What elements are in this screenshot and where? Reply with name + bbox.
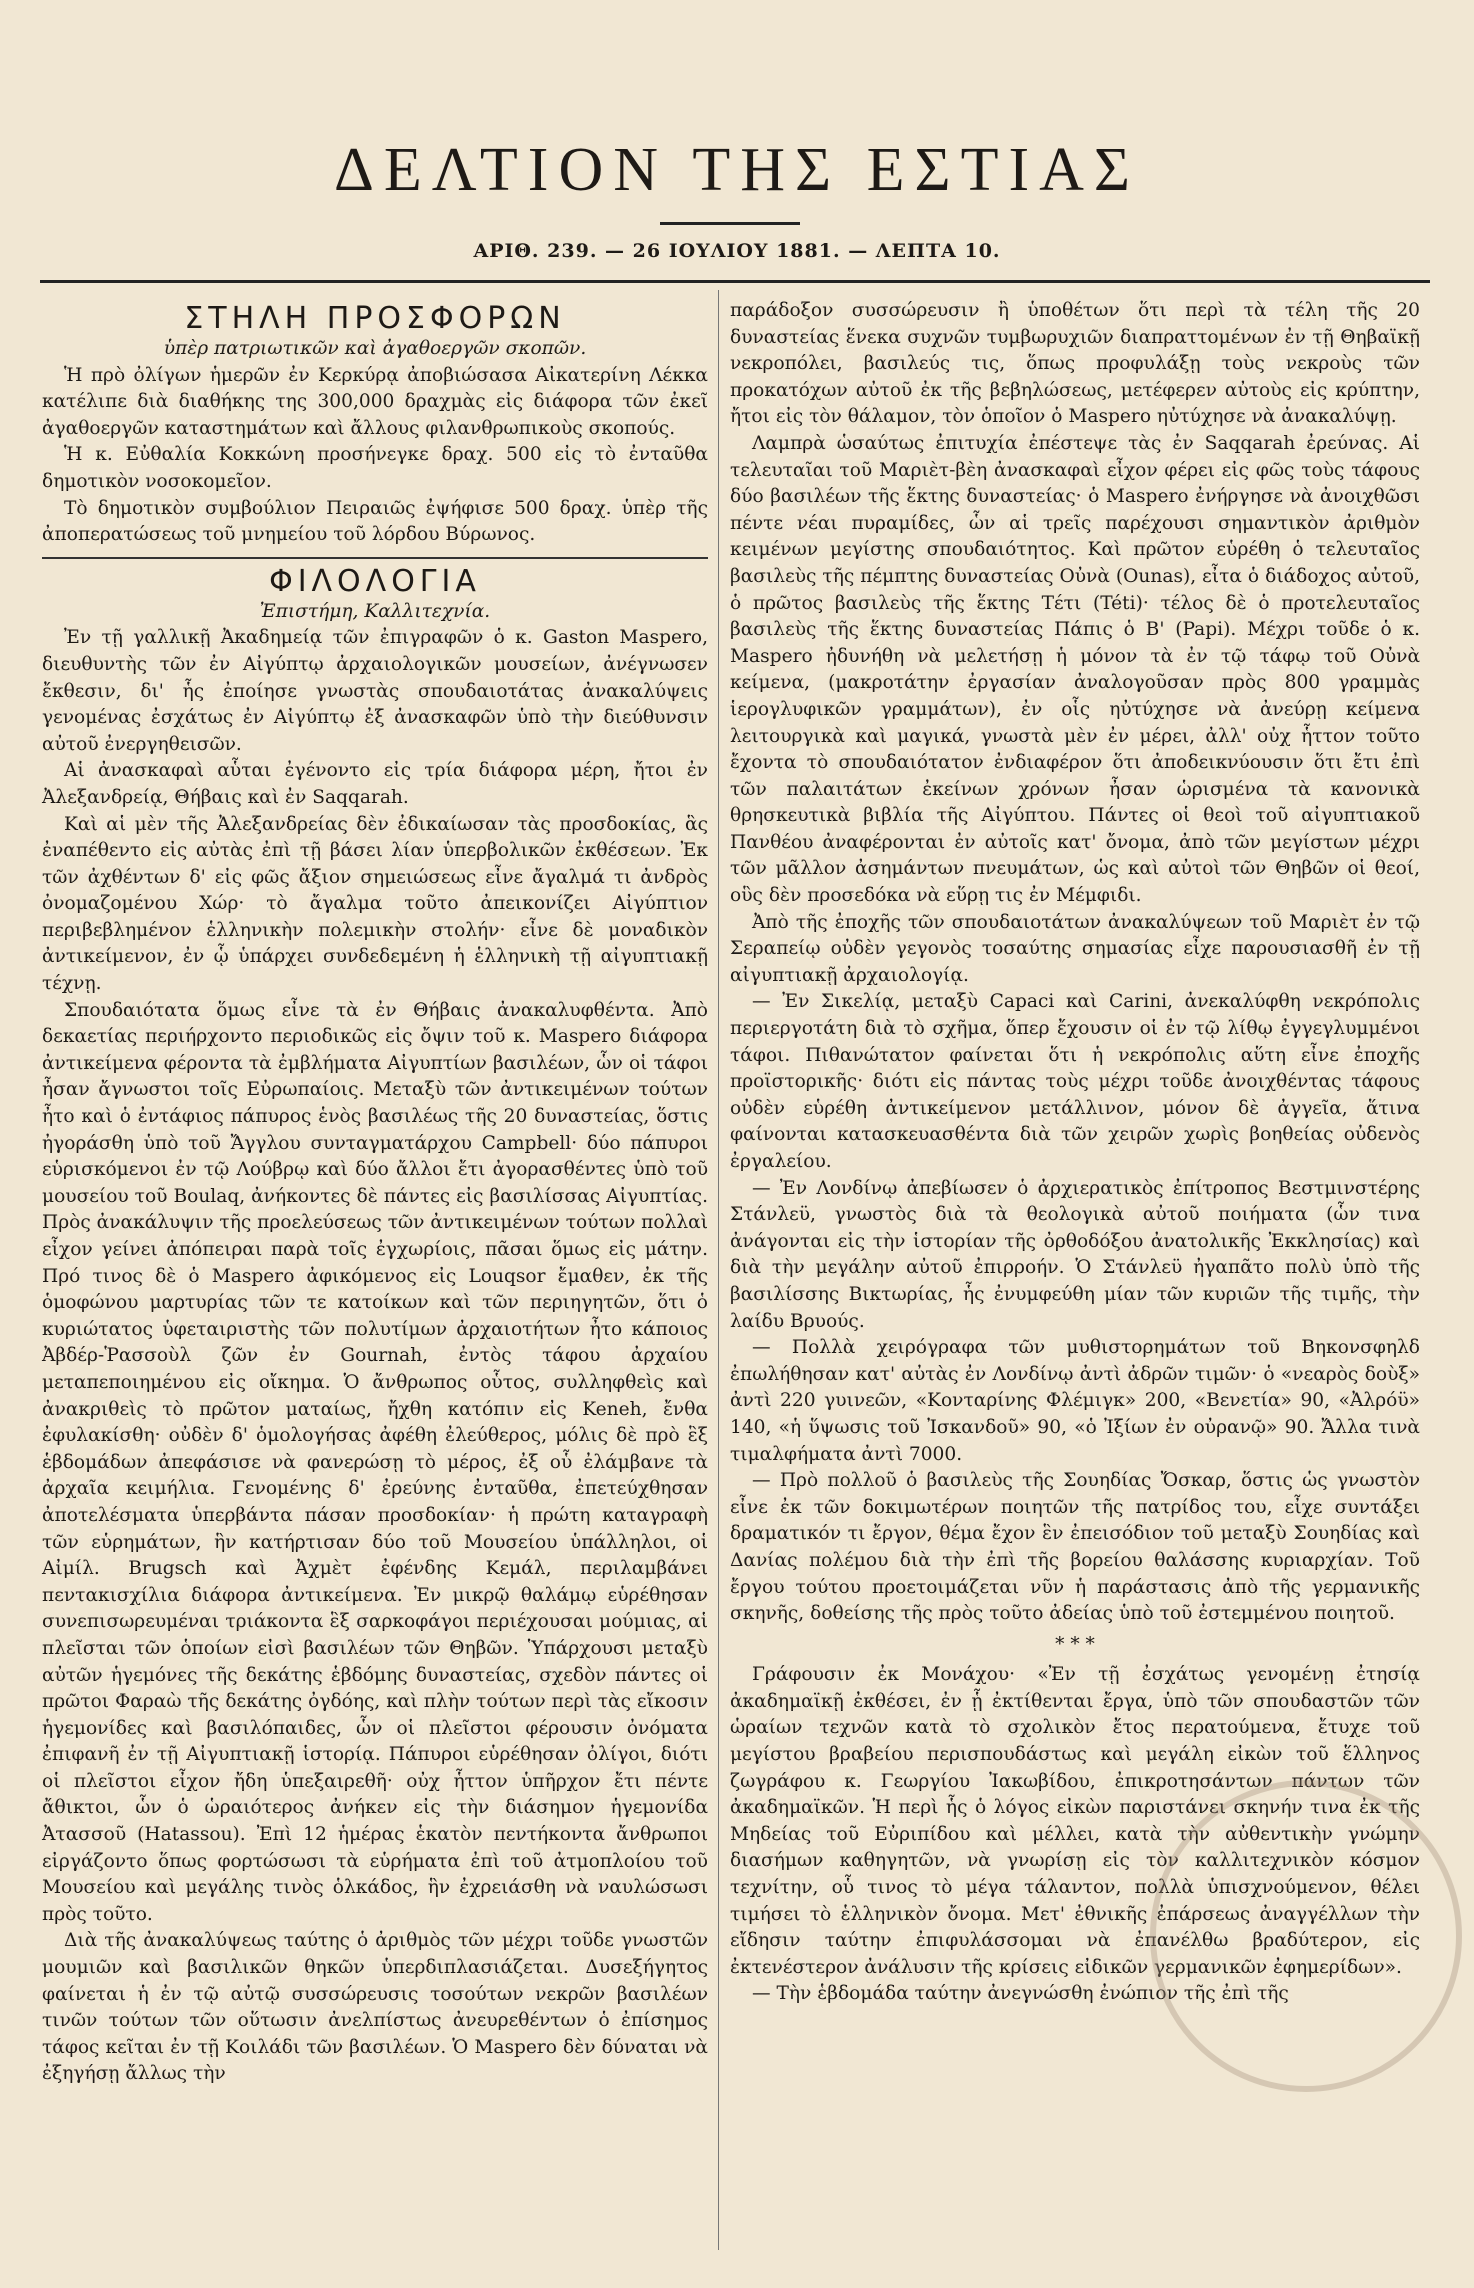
- article-paragraph: — Ἐν Σικελίᾳ, μεταξὺ Capaci καὶ Carini, ἀνεκαλύφθη νεκρόπολις περιεργοτάτη διὰ τὸ σχῆμα, ὅπερ ἔχουσιν οἱ ἐν τῷ λίθῳ ἐγγεγλυμμένοι τάφοι. Πιθανώτατον φαίνεται ὅτι ἡ νεκρόπολις αὕτη εἶνε ἐποχῆς προϊστορικῆς· διότι εἰς πάντας τοὺς μέχρι τοῦδε ἀνοιχθέντας τάφους οὐδὲν εὑρέθη ἀντικείμενον μετάλλινον, μόνον δὲ ἀγγεῖα, ἅτινα φαίνονται κατασκευασθέντα διὰ τῶν χειρῶν χωρὶς βοηθείας οὐδενὸς ἐργαλείου.: [730, 991, 1420, 1172]
- philology-subheading: Ἐπιστήμη, Καλλιτεχνία.: [259, 600, 491, 622]
- article-paragraph: Γράφουσιν ἐκ Μονάχου· «Ἐν τῇ ἐσχάτως γενομένῃ ἐτησίᾳ ἀκαδημαϊκῇ ἐκθέσει, ἐν ᾗ ἐκτίθενται ἔργα, ὑπὸ τῶν σπουδαστῶν τῶν ὡραίων τεχνῶν κατὰ τὸ σχολικὸν ἔτος περατούμενα, ἔτυχε τοῦ μεγίστου βραβείου περισπουδάστως καὶ μεγάλη εἰκὼν τοῦ ἕλληνος ζωγράφου κ. Γεωργίου Ἰακωβίδου, ἐπικροτησάντων πάντων τῶν ἀκαδημαϊκῶν. Ἡ περὶ ἧς ὁ λόγος εἰκὼν παριστάνει σκηνήν τινα ἐκ τῆς Μηδείας τοῦ Εὐριπίδου καὶ μέλλει, κατὰ τὴν αὐθεντικὴν γνώμην διασήμων καθηγητῶν, νὰ γνωρίσῃ εἰς τὸν καλλιτεχνικὸν κόσμον τεχνίτην, οὗ τινος τὸ μέγα τάλαντον, πολλὰ ὑπισχνούμενον, θέλει τιμήσει τὸ ἑλληνικὸν ὄνομα. Μετ' ἐθνικῆς ἐπάρσεως ἀναγγέλλων τὴν εἴδησιν ταύτην ἐπιφυλάσσομαι νὰ ἐπανέλθω βραδύτερον, εἰς ἐκτενέστερον ἀνάλυσιν τῆς κρίσεις εἰδικῶν γερμανικῶν ἐφημερίδων».: [730, 1664, 1420, 1978]
- article-paragraph: παράδοξον συσσώρευσιν ἢ ὑποθέτων ὅτι περὶ τὰ τέλη τῆς 20 δυναστείας ἕνεκα συχνῶν τυμβωρυχιῶν διαπραττομένων ἐν τῇ Θηβαϊκῇ νεκροπόλει, βασιλεύς τις, ὅπως προφυλάξῃ τοὺς νεκροὺς τῶν προκατόχων αὐτοῦ ἐκ τῆς βεβηλώσεως, μετέφερεν αὐτοὺς εἰς κρύπτην, ἤτοι εἰς τὸν θάλαμον, τὸν ὁποῖον ὁ Maspero ηὐτύχησε νὰ ἀνακαλύψῃ.: [730, 300, 1420, 428]
- article-paragraph: — Πολλὰ χειρόγραφα τῶν μυθιστορημάτων τοῦ Βηκονσφηλδ ἐπωλήθησαν κατ' αὐτὰς ἐν Λονδίνῳ ἀντὶ ἀδρῶν τιμῶν· ὁ «νεαρὸς δοὺξ» ἀντὶ 220 γυινεῶν, «Κονταρίνης Φλέμιγκ» 200, «Βενετία» 90, «Ἀλρόϋ» 140, «ἡ ὕψωσις τοῦ Ἰσκανδοῦ» 90, «ὁ Ἰξίων ἐν οὐρανῷ» 90. Ἄλλα τινὰ τιμαλφήματα ἀντὶ 7000.: [730, 1337, 1420, 1465]
- asterism: * * *: [1055, 1633, 1095, 1655]
- article-paragraph: Διὰ τῆς ἀνακαλύψεως ταύτης ὁ ἀριθμὸς τῶν μέχρι τοῦδε γνωστῶν μουμιῶν καὶ βασιλικῶν θηκῶν ὑπερδιπλασιάζεται. Δυσεξήγητος φαίνεται ἡ ἐν τῷ αὐτῷ συσσώρευσις τοσούτων νεκρῶν βασιλέων τινῶν τούτων τῶν οὕτωσιν ἀνελπίστως ἀνευρεθέντων ὁ ἐπίσημος τάφος κεῖται ἐν τῇ Κοιλάδι τῶν βασιλέων. Ὁ Maspero δὲν δύναται νὰ ἐξηγήσῃ ἄλλως τὴν: [42, 1930, 708, 2085]
- column-divider: [718, 290, 719, 2250]
- article-paragraph: Αἱ ἀνασκαφαὶ αὗται ἐγένοντο εἰς τρία διάφορα μέρη, ἤτοι ἐν Ἀλεξανδρείᾳ, Θήβαις καὶ ἐν Saqqarah.: [42, 760, 708, 808]
- offers-paragraph: Ἡ πρὸ ὀλίγων ἡμερῶν ἐν Κερκύρᾳ ἀποβιώσασα Αἰκατερίνη Λέκκα κατέλιπε διὰ διαθήκης της 300,000 δραχμὰς εἰς διάφορα τῶν ἐκεῖ ἀγαθοεργῶν καταστημάτων καὶ ἄλλους φιλανθρωπικοὺς σκοπούς.: [42, 364, 708, 439]
- offers-heading: ΣΤΗΛΗ ΠΡΟΣΦΟΡΩΝ: [184, 301, 566, 336]
- article-paragraph: Ἐν τῇ γαλλικῇ Ἀκαδημείᾳ τῶν ἐπιγραφῶν ὁ κ. Gaston Maspero, διευθυντὴς τῶν ἐν Αἰγύπτῳ ἀρχαιολογικῶν μουσείων, ἀνέγνωσεν ἔκθεσιν, δι' ἧς ἐποίησε γνωστὰς σπουδαιοτάτας ἀνακαλύψεις γενομένας ἐσχάτως ἐν Αἰγύπτῳ ἐξ ἀνασκαφῶν ὑπὸ τὴν διεύθυνσιν αὐτοῦ ἐνεργηθεισῶν.: [42, 627, 708, 755]
- header-rule: [40, 280, 1430, 283]
- masthead-ornament-rule: [660, 222, 800, 225]
- article-paragraph: Λαμπρὰ ὡσαύτως ἐπιτυχία ἐπέστεψε τὰς ἐν Saqqarah ἐρεύνας. Αἱ τελευταῖαι τοῦ Μαριὲτ-βὲη ἀνασκαφαὶ εἶχον φέρει εἰς φῶς τοὺς τάφους δύο βασιλέων τῆς ἕκτης δυναστείας· ὁ Maspero ἐνήργησε νὰ ἀνοιχθῶσι πέντε νέαι πυραμίδες, ὧν αἱ τρεῖς παρέχουσι σημαντικὸν ἀριθμὸν κειμένων μεγίστης σπουδαιότητος. Καὶ πρῶτον εὑρέθη ὁ τελευταῖος βασιλεὺς τῆς πέμπτης δυναστείας Οὐνὰ (Ounas), εἶτα ὁ διάδοχος αὐτοῦ, ὁ πρῶτος βασιλεὺς τῆς ἕκτης Τέτι (Téti)· τέλος δὲ ὁ προτελευταῖος βασιλεὺς τῆς ἕκτης δυναστείας Πάπις ὁ Β' (Papi). Μέχρι τοῦδε ὁ κ. Maspero ἠδυνήθη νὰ μελετήσῃ ἡ μόνον τὰ ἐν τῷ τάφῳ τοῦ Οὐνὰ κείμενα, (μακροτάτην ἐργασίαν ἀναλογοῦσαν πρὸς 800 γραμμὰς ἱερογλυφικῶν γραμμάτων), ἐν οἷς ηὐτύχησε νὰ ἀνεύρῃ κείμενα λειτουργικὰ καὶ μαγικά, γνωστὰ μὲν ἐν μέρει, ἀλλ' οὐχ ἧττον τοῦτο ἔχοντα τὸ σπουδαιότατον ἐνδιαφέρον ὅτι ἀποδεικνύουσιν ὅτι ἔτι ἐπὶ τῶν παλαιτάτων ἐκείνων χρόνων ἦσαν ὡρισμένα τὰ κανονικὰ θρησκευτικὰ βιβλία τῆς Αἰγύπτου. Πάντες οἱ θεοὶ τοῦ αἰγυπτιακοῦ Πανθέου ἀναφέρονται ἐν αὐτοῖς κατ' ὄνομα, ἀπὸ τῶν μεγίστων μέχρι τῶν μᾶλλον ἀσημάντων πνευμάτων, ὡς καὶ αὐτοὶ τῶν Θηβῶν οἱ θεοί, οὓς δὲν προσεδόκα νὰ εὕρῃ τις ἐν Μέμφιδι.: [730, 432, 1420, 907]
- left-column: [42, 298, 708, 2088]
- article-paragraph: Καὶ αἱ μὲν τῆς Ἀλεξανδρείας δὲν ἐδικαίωσαν τὰς προσδοκίας, ἃς ἐναπέθεντο εἰς αὐτὰς ἐπὶ τῇ βάσει λίαν ὑπερβολικῶν ἐκθέσεων. Ἐκ τῶν ἀχθέντων δ' εἰς φῶς ἄξιον σημειώσεως εἶνε ἄγαλμά τι ἀνδρὸς ὀνομαζομένου Χώρ· τὸ ἄγαλμα τοῦτο ἀπεικονίζει Αἰγύπτιον περιβεβλημένον ἑλληνικὴν πολεμικὴν στολήν· εἶνε δὲ μοναδικὸν ἀντικείμενον, ἐν ᾧ ὑπάρχει συνδεδεμένη ἡ ἑλληνικὴ τῇ αἰγυπτιακῇ τέχνῃ.: [42, 813, 708, 995]
- article-paragraph: — Ἐν Λονδίνῳ ἀπεβίωσεν ὁ ἀρχιερατικὸς ἐπίτροπος Βεστμινστέρης Στάνλεϋ, γνωστὸς διὰ τὰ θεολογικὰ αὐτοῦ ποιήματα (ὧν τινα ἀνάγονται εἰς τὴν ἱστορίαν τῆς ὀρθοδόξου ἀνατολικῆς Ἐκκλησίας) καὶ διὰ τὴν μεγάλην αὐτοῦ ἐπιρροήν. Ὁ Στάνλεϋ ἠγαπᾶτο πολὺ ὑπὸ τῆς βασιλίσσης Βικτωρίας, ἧς ἐνυμφεύθη μίαν τῶν κυριῶν τῆς τιμῆς, τὴν λαίδυ Βρυούς.: [730, 1177, 1420, 1332]
- issue-line: ΑΡΙΘ. 239. — 26 ΙΟΥΛΙΟΥ 1881. — ΛΕΠΤΑ 10.: [473, 240, 1001, 262]
- right-column: [730, 298, 1420, 2008]
- article-paragraph: — Πρὸ πολλοῦ ὁ βασιλεὺς τῆς Σουηδίας Ὄσκαρ, ὅστις ὡς γνωστὸν εἶνε ἐκ τῶν δοκιμωτέρων ποιητῶν τῆς πατρίδος του, εἶχε συντάξει δραματικόν τι ἔργον, θέμα ἔχον ἓν ἐπεισόδιον τοῦ μεταξὺ Σουηδίας καὶ Δανίας πολέμου διὰ τὴν ἐπὶ τῆς βορείου θαλάσσης κυριαρχίαν. Τοῦ ἔργου τούτου προετοιμάζεται νῦν ἡ παράστασις ἀπὸ τῆς γερμανικῆς σκηνῆς, δοθείσης τῆς πρὸς τοῦτο ἀδείας ὑπὸ τοῦ ἐστεμμένου ποιητοῦ.: [730, 1470, 1420, 1625]
- offers-paragraph: Τὸ δημοτικὸν συμβούλιον Πειραιῶς ἐψήφισε 500 δραχ. ὑπὲρ τῆς ἀποπερατώσεως τοῦ μνημείου τοῦ λόρδου Βύρωνος.: [42, 497, 708, 546]
- article-paragraph: — Τὴν ἑβδομάδα ταύτην ἀνεγνώσθη ἐνώπιον τῆς ἐπὶ τῆς: [752, 1983, 1289, 2005]
- article-paragraph: Σπουδαιότατα ὅμως εἶνε τὰ ἐν Θήβαις ἀνακαλυφθέντα. Ἀπὸ δεκαετίας περιήρχοντο περιοδικῶς εἰς ὄψιν τοῦ κ. Maspero διάφορα ἀντικείμενα φέροντα τὰ ἐμβλήματα Αἰγυπτίων βασιλέων, ὧν οἱ τάφοι ἦσαν ἄγνωστοι τοῖς Εὐρωπαίοις. Μεταξὺ τῶν ἀντικειμένων τούτων ἦτο καὶ ὁ ἐντάφιος πάπυρος ἑνὸς βασιλέως τῆς 20 δυναστείας, ὅστις ἠγοράσθη ὑπὸ τοῦ Ἄγγλου συνταγματάρχου Campbell· δύο πάπυροι εὑρισκόμενοι ἐν τῷ Λούβρῳ καὶ δύο ἄλλοι ἔτι ἀγορασθέντες ὑπὸ τοῦ μουσείου τοῦ Boulaq, ἀνήκοντες δὲ πάντες εἰς βασιλίσσας Αἰγυπτίας. Πρὸς ἀνακάλυψιν τῆς προελεύσεως τῶν ἀντικειμένων τούτων πολλαὶ εἶχον γείνει ἀπόπειραι παρὰ τοῖς ἐγχωρίοις, πᾶσαι ὅμως εἰς μάτην. Πρό τινος δὲ ὁ Maspero ἀφικόμενος εἰς Louqsor ἔμαθεν, ἐκ τῆς ὁμοφώνου μαρτυρίας τῶν τε κατοίκων καὶ τῶν περιηγητῶν, ὅτι ὁ κυριώτατος ὑφεταιριστὴς τῶν πολυτίμων ἀρχαιοτήτων ἦτο κάποιος Ἀβδέρ-Ῥασσοὺλ ζῶν ἐν Gournah, ἐντὸς τάφου ἀρχαίου μεταπεποιημένου εἰς οἴκημα. Ὁ ἄνθρωπος οὗτος, συλληφθεὶς καὶ ἀνακριθεὶς τὸ πρῶτον ματαίως, ἤχθη κατόπιν εἰς Keneh, ἔνθα ἐφυλακίσθη· οὐδὲν δ' ὁμολογήσας ἀφέθη ἐλεύθερος, μόλις δὲ πρὸ ἓξ ἑβδομάδων ἀπεφάσισε νὰ φανερώσῃ τὸ μέρος, ἐξ οὗ ἐλάμβανε τὰ ἀρχαῖα κειμήλια. Γενομένης δ' ἐρεύνης ἐνταῦθα, ἐπετεύχθησαν ἀποτελέσματα ὑπερβάντα πάσαν προσδοκίαν· ἡ πρώτη καταγραφὴ τῶν εὑρημάτων, ἣν κατήρτισαν δύο τοῦ Μουσείου ὑπάλληλοι, οἱ Αἰμίλ. Brugsch καὶ Ἀχμὲτ ἐφένδης Κεμάλ, περιλαμβάνει πεντακισχίλια διάφορα ἀντικείμενα. Ἐν μικρῷ θαλάμῳ εὑρέθησαν συνεπισωρευμέναι τριάκοντα ἓξ σαρκοφάγοι περιέχουσαι μούμιας, αἱ πλεῖσται τῶν ὁποίων εἰσὶ βασιλέων τῶν Θηβῶν. Ὑπάρχουσι μεταξὺ αὐτῶν ἡγεμόνες τῆς δεκάτης ἑβδόμης δυναστείας, σχεδὸν πάντες οἱ πρῶτοι Φαραὼ τῆς δεκάτης ὀγδόης, καὶ πλὴν τούτων περὶ τὰς εἴκοσιν ἡγεμονίδες καὶ βασιλόπαιδες, ὧν οἱ πλεῖστοι φέρουσιν ὀνόματα ἐπιφανῆ ἐν τῇ Αἰγυπτιακῇ ἱστορίᾳ. Πάπυροι εὑρέθησαν ὀλίγοι, διότι οἱ πλεῖστοι εἶχον ἤδη ὑπεξαιρεθῆ· οὐχ ἧττον ὑπῆρχον ἔτι πέντε ἄθικτοι, ὧν ὁ ὡραιότερος ἀνήκεν εἰς τὴν διάσημον ἡγεμονίδα Ἀτασσοῦ (Hatassou). Ἐπὶ 12 ἡμέρας ἑκατὸν πεντήκοντα ἄνθρωποι εἰργάζοντο ὅπως φορτώσωσι τὰ εὑρήματα ἐπὶ τοῦ ἀτμοπλοίου τοῦ Μουσείου καὶ μεγάλης τινὸς ὁλκάδος, ἣν ἐχρειάσθη νὰ ναυλώσωσι πρὸς τοῦτο.: [42, 999, 709, 1925]
- article-paragraph: Ἀπὸ τῆς ἐποχῆς τῶν σπουδαιοτάτων ἀνακαλύψεων τοῦ Μαριὲτ ἐν τῷ Σεραπείῳ οὐδὲν γεγονὸς τοσαύτης σημασίας εἶχε παρουσιασθῆ ἐν τῇ αἰγυπτιακῇ ἀρχαιολογίᾳ.: [730, 911, 1420, 986]
- offers-subheading: ὑπὲρ πατριωτικῶν καὶ ἀγαθοεργῶν σκοπῶν.: [163, 338, 587, 359]
- philology-heading: ΦΙΛΟΛΟΓΙΑ: [269, 563, 481, 599]
- section-rule: [42, 557, 708, 559]
- masthead-title: ΔΕΛΤΙΟΝ ΤΗΣ ΕΣΤΙΑΣ: [334, 136, 1140, 204]
- offers-paragraph: Ἡ κ. Εὐθαλία Κοκκώνη προσήνεγκε δραχ. 500 εἰς τὸ ἐνταῦθα δημοτικὸν νοσοκομεῖον.: [42, 444, 708, 492]
